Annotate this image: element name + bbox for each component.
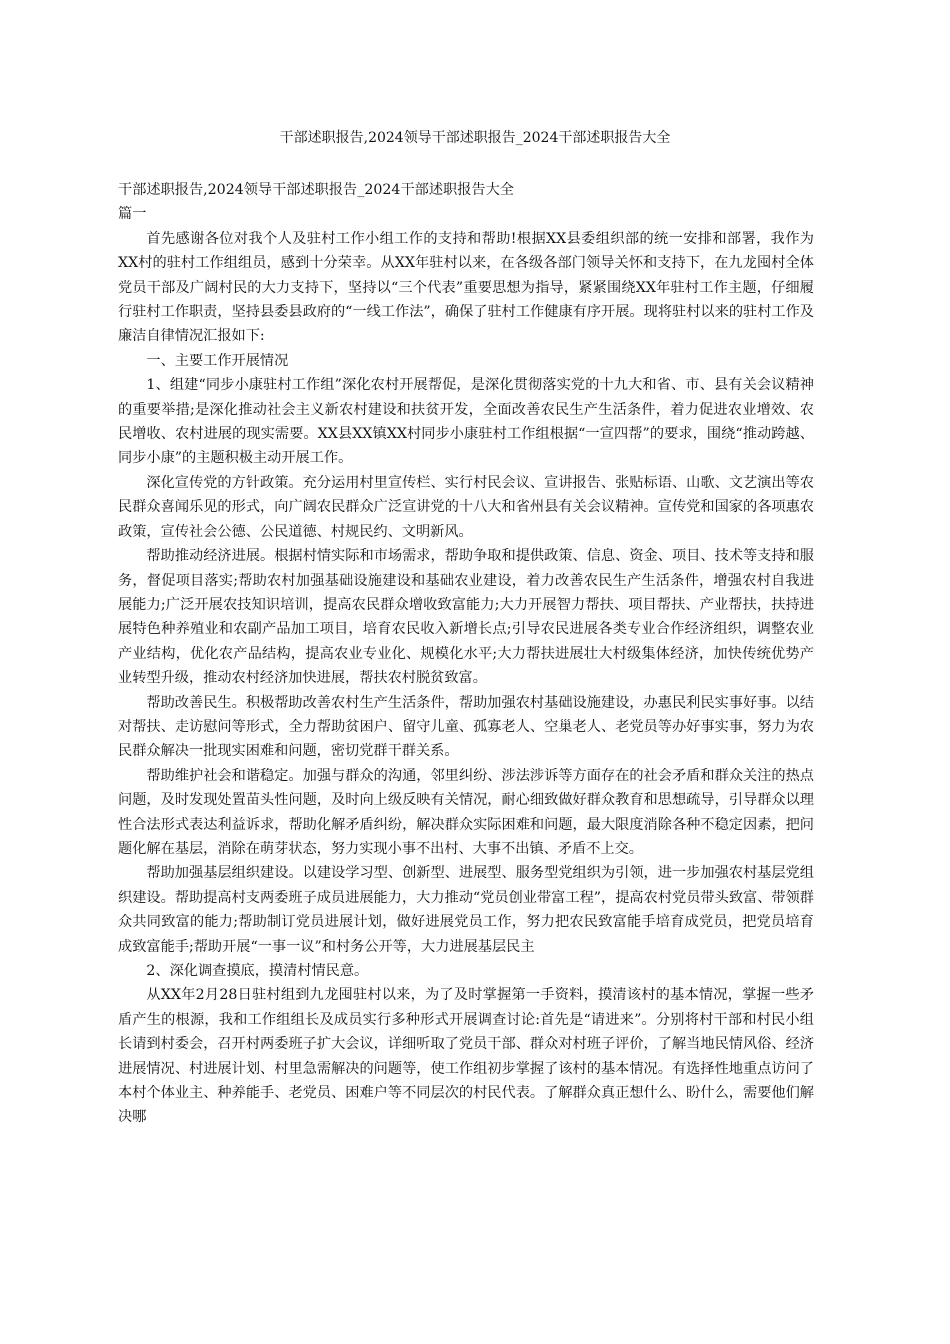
- paragraph-social-stability: 帮助维护社会和谐稳定。加强与群众的沟通，邻里纠纷、涉法涉诉等方面存在的社会矛盾和群众关注的热点问题，及时发现处置苗头性问题，及时向上级反映有关情况，耐心细致做好群众教育和思想疏导，引导群众以理性合法形式表达利益诉求，帮助化解矛盾纠纷，解决群众实际困难和问题，最大限度消除各种不稳定因素，把问题化解在基层，消除在萌芽状态，努力实现小事不出村、大事不出镇、矛盾不上交。: [118, 767, 814, 857]
- document-heading: 干部述职报告,2024领导干部述职报告_2024干部述职报告大全: [118, 182, 514, 198]
- document-body: [118, 178, 814, 1130]
- paragraph-work-group: 1、组建“同步小康驻村工作组”深化农村开展帮促，是深化贯彻落实党的十九大和省、市、县有关会议精神的重要举措;是深化推动社会主义新农村建设和扶贫开发，全面改善农民生产生活条件，着力促进农业增效、农民增收、农村进展的现实需要。XX县XX镇XX村同步小康驻村工作组根据“一宣四帮”的要求，围绕“推动跨越、同步小康”的主题积极主动开展工作。: [118, 377, 814, 467]
- section-heading-survey: 2、深化调查摸底，摸清村情民意。: [146, 963, 369, 979]
- document-title: 干部述职报告,2024领导干部述职报告_2024干部述职报告大全: [279, 130, 671, 146]
- paragraph-economic-development: 帮助推动经济进展。根据村情实际和市场需求，帮助争取和提供政策、信息、资金、项目、技术等支持和服务，督促项目落实;帮助农村加强基础设施建设和基础农业建设，着力改善农民生产生活条件，增强农村自我进展能力;广泛开展农技知识培训，提高农民群众增收致富能力;大力开展智力帮扶、项目帮扶、产业帮扶，扶持进展特色种养殖业和农副产品加工项目，培育农民收入新增长点;引导农民进展各类专业合作经济组织，调整农业产业结构，优化农产品结构，提高农业专业化、规模化水平;大力帮扶进展壮大村级集体经济，加快传统优势产业转型升级，推动农村经济加快进展，帮扶农村脱贫致富。: [118, 548, 814, 687]
- paragraph-survey-details: 从XX年2月28日驻村组到九龙囤驻村以来，为了及时掌握第一手资料，摸清该村的基本情况，掌握一些矛盾产生的根源，我和工作组组长及成员实行多种形式开展调查讨论:首先是“请进来”。分别将村干部和村民小组长请到村委会，召开村两委班子扩大会议，详细听取了党员干部、群众对村班子评价，了解当地民情风俗、经济进展情况、村进展计划、村里急需解决的问题等，使工作组初步掌握了该村的基本情况。有选择性地重点访问了本村个体业主、种养能手、老党员、困难户等不同层次的村民代表。了解群众真正想什么、盼什么，需要他们解决哪: [118, 987, 814, 1126]
- paragraph-intro: 首先感谢各位对我个人及驻村工作小组工作的支持和帮助!根据XX县委组织部的统一安排和部署，我作为XX村的驻村工作组组员，感到十分荣幸。从XX年驻村以来，在各级各部门领导关怀和支持下，在九龙囤村全体党员干部及广阔村民的大力支持下，坚持以“三个代表”重要思想为指导，紧紧围绕XX年驻村工作主题，仔细履行驻村工作职责，坚持县委县政府的“一线工作法”，确保了驻村工作健康有序开展。现将驻村以来的驻村工作及廉洁自律情况汇报如下:: [118, 230, 814, 345]
- paragraph-grassroots-organization: 帮助加强基层组织建设。以建设学习型、创新型、进展型、服务型党组织为引领，进一步加强农村基层党组织建设。帮助提高村支两委班子成员进展能力，大力推动“党员创业带富工程”，提高农村党员带头致富、带领群众共同致富的能力;帮助制订党员进展计划，做好进展党员工作，努力把农民致富能手培育成党员，把党员培育成致富能手;帮助开展“一事一议”和村务公开等，大力进展基层民主: [118, 865, 814, 955]
- paragraph-livelihood: 帮助改善民生。积极帮助改善农村生产生活条件，帮助加强农村基础设施建设，办惠民利民实事好事。以结对帮扶、走访慰问等形式，全力帮助贫困户、留守儿童、孤寡老人、空巢老人、老党员等办好事实事，努力为农民群众解决一批现实困难和问题，密切党群干群关系。: [118, 694, 814, 760]
- section-heading-main-work: 一、主要工作开展情况: [146, 352, 289, 369]
- section-label: 篇一: [118, 206, 147, 223]
- paragraph-policy-promotion: 深化宣传党的方针政策。充分运用村里宣传栏、实行村民会议、宣讲报告、张贴标语、山歌、文艺演出等农民群众喜闻乐见的形式，向广阔农民群众广泛宣讲党的十八大和省州县有关会议精神。宣传党和国家的各项惠农政策，宣传社会公德、公民道德、村规民约、文明新风。: [118, 474, 814, 540]
